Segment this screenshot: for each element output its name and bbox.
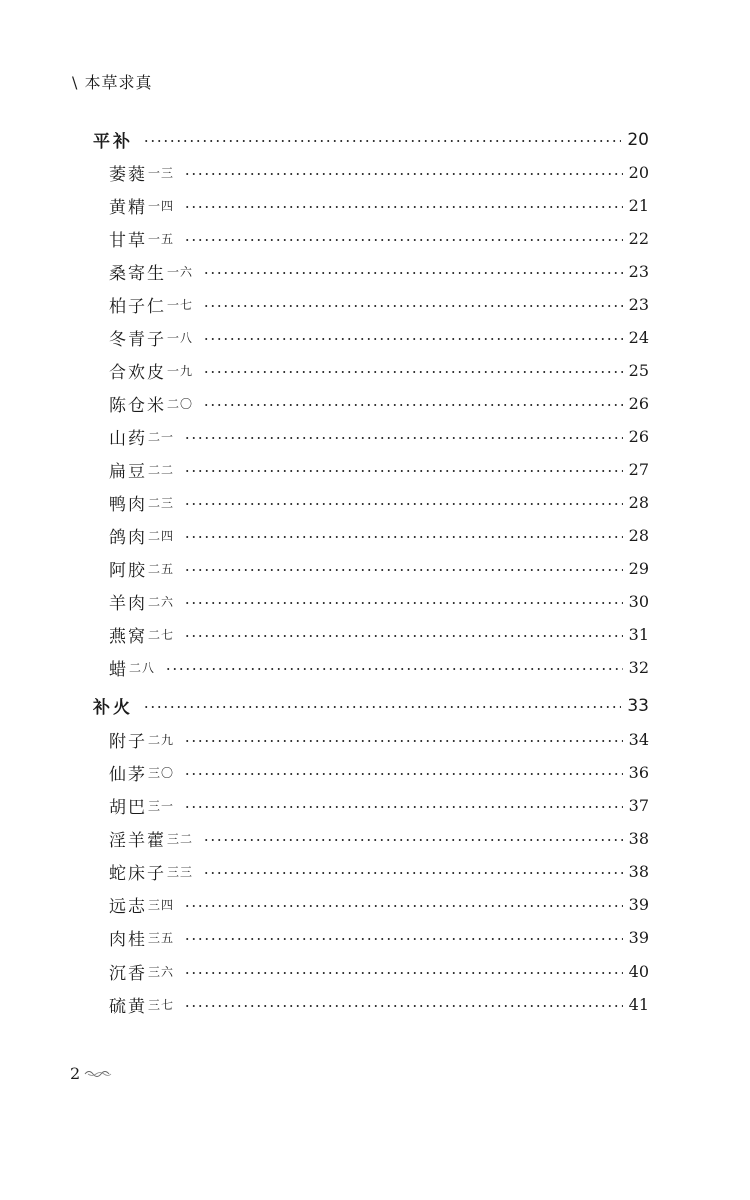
entry-number: 二七	[148, 628, 175, 642]
entry-name: 硫黄	[109, 997, 147, 1017]
toc-entry[interactable]	[109, 855, 649, 888]
leader-dots	[184, 173, 623, 175]
entry-name: 阿胶	[109, 561, 147, 581]
entry-number: 二四	[148, 529, 175, 543]
entry-number: 一四	[148, 199, 175, 213]
entry-name: 柏子仁	[109, 297, 166, 317]
entry-number: 三〇	[148, 766, 175, 780]
entry-name: 萎蕤	[109, 165, 147, 185]
toc-entry[interactable]	[109, 822, 649, 855]
entry-number: 一六	[167, 265, 194, 279]
entry-name: 蜡	[109, 660, 128, 680]
leader-dots	[203, 872, 623, 874]
running-header: \ 本草求真	[72, 73, 153, 92]
leader-dots	[203, 371, 623, 373]
page-number: 23	[628, 262, 649, 281]
entry-name: 附子	[109, 732, 147, 752]
page-number: 27	[628, 460, 649, 479]
leader-dots	[184, 239, 623, 241]
entry-number: 二三	[148, 496, 175, 510]
page-number: 39	[628, 928, 649, 947]
leader-dots	[184, 972, 623, 974]
toc-entry[interactable]	[109, 288, 649, 321]
folio-page-number: 2	[70, 1064, 81, 1083]
entry-number: 三七	[148, 998, 175, 1012]
leader-dots	[184, 206, 623, 208]
entry-name: 桑寄生	[109, 264, 166, 284]
entry-number: 二五	[148, 562, 175, 576]
page-number: 24	[628, 328, 649, 347]
entry-number: 三一	[148, 799, 175, 813]
page-number: 30	[628, 592, 649, 611]
toc-entry[interactable]	[109, 955, 649, 988]
toc-entry[interactable]	[109, 486, 649, 519]
leader-dots	[203, 839, 623, 841]
decorative-ornament-icon	[84, 1068, 112, 1080]
leader-dots	[184, 1005, 623, 1007]
entry-number: 一七	[167, 298, 194, 312]
toc-entry[interactable]	[109, 387, 649, 420]
toc-entry[interactable]	[109, 519, 649, 552]
entry-name: 陈仓米	[109, 396, 166, 416]
entry-number: 二六	[148, 595, 175, 609]
entry-number: 三五	[148, 931, 175, 945]
entry-number: 三二	[167, 832, 194, 846]
leader-dots	[184, 905, 623, 907]
toc-entry[interactable]	[109, 888, 649, 921]
entry-name: 燕窝	[109, 627, 147, 647]
leader-dots	[184, 740, 623, 742]
entry-name: 甘草	[109, 231, 147, 251]
entry-name: 仙茅	[109, 765, 147, 785]
entry-number: 三四	[148, 898, 175, 912]
page-number: 36	[628, 763, 649, 782]
leader-dots	[203, 305, 623, 307]
leader-dots	[184, 938, 623, 940]
entry-name: 冬青子	[109, 330, 166, 350]
page-number: 31	[628, 625, 649, 644]
toc-entry[interactable]	[109, 321, 649, 354]
page-number: 38	[628, 862, 649, 881]
page-footer	[70, 1064, 112, 1083]
leader-dots	[184, 773, 623, 775]
entry-number: 一五	[148, 232, 175, 246]
toc-entry[interactable]	[109, 189, 649, 222]
leader-dots	[184, 635, 623, 637]
page-number: 21	[628, 196, 649, 215]
leader-dots	[165, 668, 623, 670]
page-number: 28	[628, 526, 649, 545]
toc-entry[interactable]	[109, 453, 649, 486]
entry-name: 胡巴	[109, 798, 147, 818]
page-number: 34	[628, 730, 649, 749]
toc-entry[interactable]	[109, 552, 649, 585]
toc-entry[interactable]	[109, 651, 649, 684]
entry-number: 一九	[167, 364, 194, 378]
leader-dots	[143, 706, 621, 708]
toc-section-ping-bu[interactable]	[93, 123, 649, 156]
toc-section-bu-huo[interactable]	[93, 689, 649, 722]
page-number: 26	[628, 394, 649, 413]
toc-entry[interactable]	[109, 756, 649, 789]
entry-number: 一八	[167, 331, 194, 345]
entry-name: 黄精	[109, 198, 147, 218]
toc-entry[interactable]	[109, 222, 649, 255]
entry-number: 一三	[148, 166, 175, 180]
entry-name: 羊肉	[109, 594, 147, 614]
entry-name: 扁豆	[109, 462, 147, 482]
entry-name: 合欢皮	[109, 363, 166, 383]
page-number: 39	[628, 895, 649, 914]
leader-dots	[184, 569, 623, 571]
leader-dots	[184, 437, 623, 439]
toc-entry[interactable]	[109, 156, 649, 189]
entry-name: 鸽肉	[109, 528, 147, 548]
page-number: 32	[628, 658, 649, 677]
page-number: 25	[628, 361, 649, 380]
page-number: 33	[627, 695, 649, 716]
page-number: 20	[627, 129, 649, 150]
page-number: 28	[628, 493, 649, 512]
leader-dots	[184, 602, 623, 604]
toc-entry[interactable]	[109, 354, 649, 387]
page-number: 22	[628, 229, 649, 248]
toc-entry[interactable]	[109, 585, 649, 618]
entry-name: 鸭肉	[109, 495, 147, 515]
leader-dots	[184, 536, 623, 538]
toc-entry[interactable]	[109, 723, 649, 756]
toc-entry[interactable]	[109, 255, 649, 288]
section-title: 补火	[93, 698, 133, 718]
page-number: 29	[628, 559, 649, 578]
entry-number: 二八	[129, 661, 156, 675]
toc-entry[interactable]	[109, 789, 649, 822]
toc-entry[interactable]	[109, 420, 649, 453]
entry-name: 山药	[109, 429, 147, 449]
section-title: 平补	[93, 132, 133, 152]
toc-entry[interactable]	[109, 618, 649, 651]
entry-name: 远志	[109, 897, 147, 917]
toc-entry[interactable]	[109, 921, 649, 954]
entry-number: 二〇	[167, 397, 194, 411]
entry-name: 蛇床子	[109, 864, 166, 884]
entry-number: 二二	[148, 463, 175, 477]
toc-entry[interactable]	[109, 988, 649, 1021]
leader-dots	[203, 338, 623, 340]
entry-number: 三三	[167, 865, 194, 879]
leader-dots	[203, 272, 623, 274]
leader-dots	[184, 470, 623, 472]
leader-dots	[203, 404, 623, 406]
leader-dots	[184, 503, 623, 505]
entry-name: 淫羊藿	[109, 831, 166, 851]
leader-dots	[143, 140, 621, 142]
page-number: 23	[628, 295, 649, 314]
page-number: 37	[628, 796, 649, 815]
entry-number: 三六	[148, 965, 175, 979]
entry-name: 沉香	[109, 964, 147, 984]
entry-name: 肉桂	[109, 930, 147, 950]
entry-number: 二九	[148, 733, 175, 747]
leader-dots	[184, 806, 623, 808]
page-number: 38	[628, 829, 649, 848]
entry-number: 二一	[148, 430, 175, 444]
page-number: 26	[628, 427, 649, 446]
page-number: 40	[628, 962, 649, 981]
page-number: 20	[628, 163, 649, 182]
page-number: 41	[628, 995, 649, 1014]
